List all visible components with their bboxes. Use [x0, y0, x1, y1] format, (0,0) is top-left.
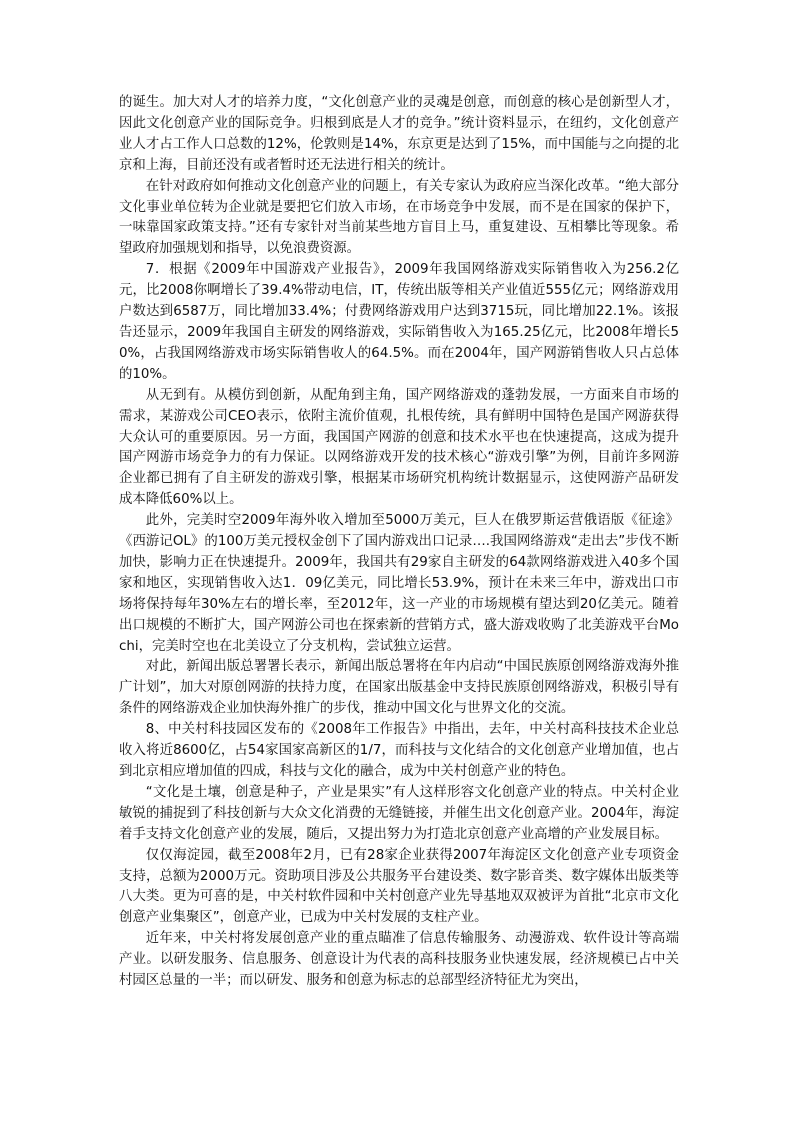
paragraph-innovation-development: 从无到有。从模仿到创新，从配角到主角，国产网络游戏的蓬勃发展，一方面来自市场的需求，某游戏公司CEO表示，依附主流价值观，扎根传统，具有鲜明中国特色是国产网游获得大众认可的重要原因。另一方面，我国国产网游的创意和技术水平也在快速提高，这成为提升国产网游市场竞争力的有力保证。以网络游戏开发的技术核心“游戏引擎”为例，目前许多网游企业都已拥有了自主研发的游戏引擎，根据某市场研究机构统计数据显示，这使网游产品研发成本降低60%以上。	[119, 387, 679, 508]
paragraph-culture-soil: “文化是土壤，创意是种子，产业是果实”有人这样形容文化创意产业的特点。中关村企业敏锐的捕捉到了科技创新与大众文化消费的无缝链接，并催生出文化创意产业。2004年，海淀着手支持文化创意产业的发展，随后，又提出努力为打造北京创意产业高增的产业发展目标。	[119, 784, 679, 842]
paragraph-government-reform: 在针对政府如何推动文化创意产业的问题上，有关专家认为政府应当深化改革。“绝大部分文化事业单位转为企业就是要把它们放入市场，在市场竞争中发展，而不是在国家的保护下，一味靠国家政策支持。”还有专家针对当前某些地方盲目上马，重复建设、互相攀比等现象。希望政府加强规划和指导，以免浪费资源。	[119, 178, 679, 257]
paragraph-haidian-park: 仅仅海淀园，截至2008年2月，已有28家企业获得2007年海淀区文化创意产业专项资金支持，总额为2000万元。资助项目涉及公共服务平台建设类、数字影音类、数字媒体出版类等八大类。更为可喜的是，中关村软件园和中关村创意产业先导基地双双被评为首批“北京市文化创意产业集聚区”，创意产业，已成为中关村发展的支柱产业。	[119, 847, 679, 926]
paragraph-talent-competition: 的诞生。加大对人才的培养力度，“文化创意产业的灵魂是创意，而创意的核心是创新型人才，因此文化创意产业的国际竞争。归根到底是人才的竞争。”统计资料显示，在纽约，文化创意产业人才占工作人口总数的12%，伦敦则是14%，东京更是达到了15%，而中国能与之向提的北京和上海，目前还没有或者暂时还无法进行相关的统计。	[119, 95, 679, 173]
paragraph-promotion-plan: 对此，新闻出版总署署长表示，新闻出版总署将在年内启动“中国民族原创网络游戏海外推广计划”，加大对原创网游的扶持力度，在国家出版基金中支持民族原创网络游戏，积极引导有条件的网络游戏企业加快海外推广的步伐，推动中国文化与世界文化的交流。	[119, 659, 679, 717]
paragraph-game-industry-report: 7．根据《2009年中国游戏产业报告》，2009年我国网络游戏实际销售收入为256.2亿元，比2008你啊增长了39.4%带动电信，IT，传统出版等相关产业值近555亿元；网络游戏用户数达到6587万，同比增加33.4%；付费网络游戏用户达到3715玩，同比增加22.1%。该报告还显示，2009年我国自主研发的网络游戏，实际销售收入为165.25亿元，比2008年增长50%，占我国网络游戏市场实际销售收人的64.5%。而在2004年，国产网游销售收人只占总体的10%。	[119, 262, 679, 382]
paragraph-recent-years: 近年来，中关村将发展创意产业的重点瞄准了信息传输服务、动漫游戏、软件设计等高端产业。以研发服务、信息服务、创意设计为代表的高科技服务业快速发展，经济规模已占中关村园区总量的一半；而以研发、服务和创意为标志的总部型经济特征尤为突出，	[119, 931, 679, 989]
paragraph-overseas-expansion: 此外，完美时空2009年海外收入增加至5000万美元，巨人在俄罗斯运营俄语版《征途》《西游记OL》的100万美元授权金创下了国内游戏出口记录….我国网络游戏“走出去”步伐不断加快，影响力正在快速提升。2009年，我国共有29家自主研发的64款网络游戏进入40多个国家和地区，实现销售收入达1．09亿美元，同比增长53.9%，预计在未来三年中，游戏出口市场将保持每年30%左右的增长率，至2012年，这一产业的市场规模有望达到20亿美元。随着出口规模的不断扩大，国产网游公司也在探索新的营销方式，盛大游戏收购了北美游戏平台Mochi，完美时空也在北美设立了分支机构，尝试独立运营。	[119, 513, 679, 654]
document-page	[119, 93, 679, 992]
paragraph-zhongguancun-report: 8、中关村科技园区发布的《2008年工作报告》中指出，去年，中关村高科技技术企业总收入将近8600亿，占54家国家高新区的1/7，而科技与文化结合的文化创意产业增加值，也占到北京相应增加值的四成，科技与文化的融合，成为中关村创意产业的特色。	[119, 722, 679, 779]
